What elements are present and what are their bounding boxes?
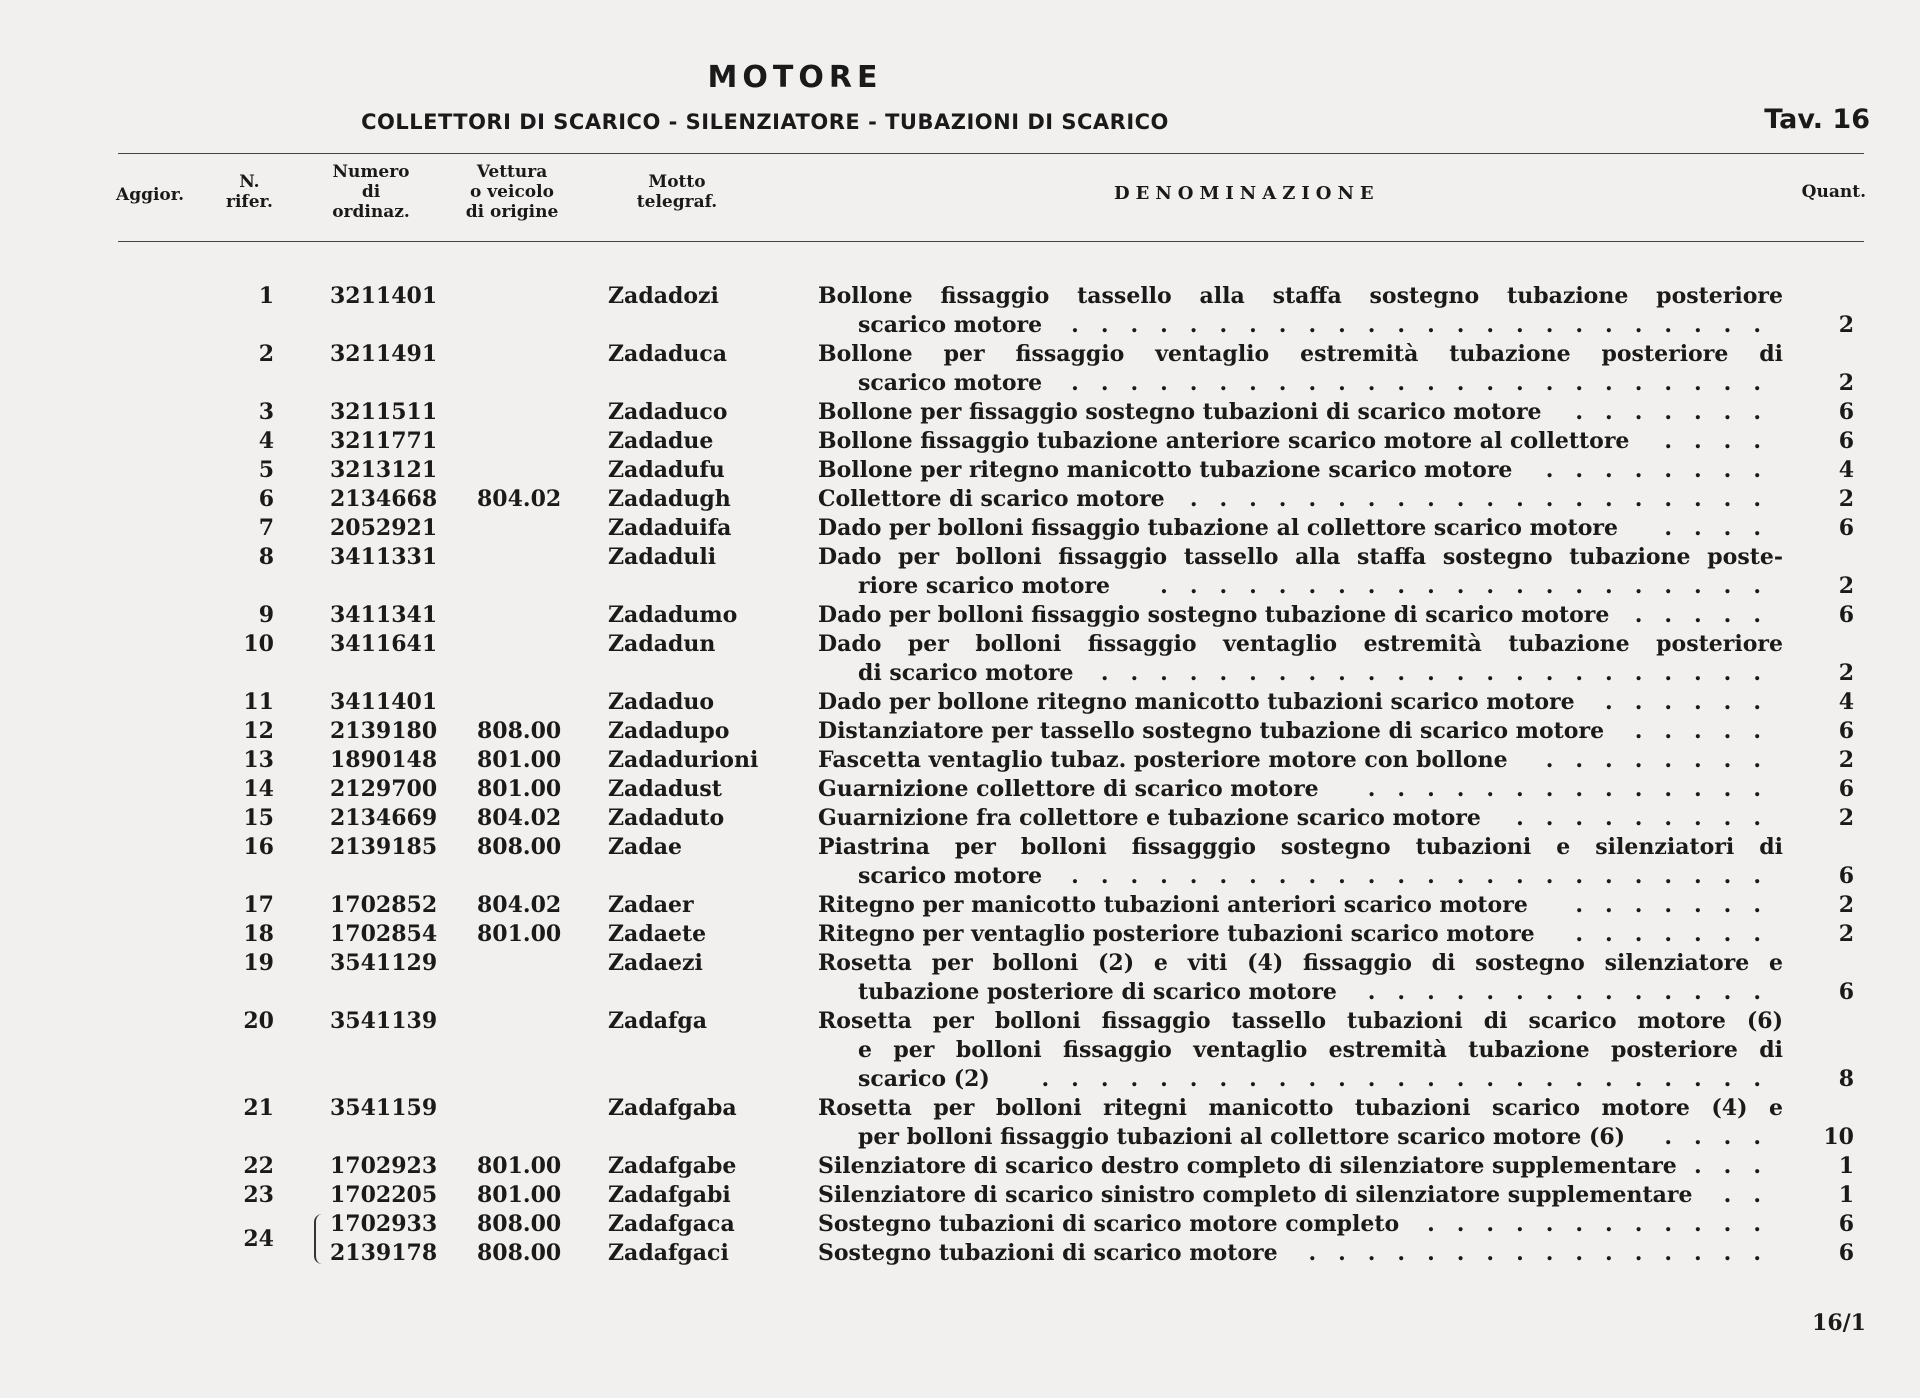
description-line: Distanziatore per tassello sostegno tubazione di scarico motore . . . . .	[818, 718, 1783, 744]
row-vehicle-origin: 801.00	[477, 776, 562, 802]
description-line: scarico motore . . . . . . . . . . . . . . . . . . . . . . . .	[858, 312, 1783, 338]
table-row	[0, 485, 1920, 514]
row-quantity: 2	[1838, 660, 1854, 686]
column-header-numero: Numero di ordinaz.	[332, 162, 410, 222]
row-telegraph-code: Zadaduto	[608, 805, 725, 831]
description-line: Ritegno per ventaglio posteriore tubazioni scarico motore . . . . . . .	[818, 921, 1783, 947]
row-telegraph-code: Zadaduifa	[608, 515, 732, 541]
row-description	[818, 427, 1783, 456]
row-part-number: 3211401	[330, 283, 438, 309]
row-ref-number: 22	[243, 1153, 274, 1179]
row-part-number: 1890148	[330, 747, 438, 773]
row-quantity: 8	[1838, 1066, 1854, 1092]
row-telegraph-code: Zadadugh	[608, 486, 731, 512]
row-ref-number: 4	[258, 428, 274, 454]
row-part-number: 2139178	[330, 1240, 438, 1266]
row-telegraph-code: Zadaduca	[608, 341, 727, 367]
row-description	[818, 1152, 1783, 1181]
row-quantity: 6	[1838, 776, 1854, 802]
description-line: Dado per bolloni fissaggio tassello alla staffa sostegno tubazione poste-	[818, 544, 1783, 570]
row-description	[818, 949, 1783, 1007]
row-ref-number: 6	[258, 486, 274, 512]
row-description	[818, 630, 1783, 688]
row-description	[818, 514, 1783, 543]
row-vehicle-origin: 804.02	[477, 486, 562, 512]
row-part-number: 1702923	[330, 1153, 438, 1179]
table-row	[0, 1152, 1920, 1181]
description-line: Ritegno per manicotto tubazioni anteriori scarico motore . . . . . . .	[818, 892, 1783, 918]
row-part-number: 3411341	[330, 602, 438, 628]
dot-leader: . . . . . . . . . . . . . .	[1367, 776, 1783, 802]
table-number: Tav. 16	[1764, 104, 1870, 135]
row-description	[818, 804, 1783, 833]
row-part-number: 3541129	[330, 950, 438, 976]
header-rule-top	[118, 153, 1864, 154]
row-ref-number: 7	[258, 515, 274, 541]
row-vehicle-origin: 804.02	[477, 805, 562, 831]
row-ref-number: 18	[243, 921, 274, 947]
row-ref-number: 23	[243, 1182, 274, 1208]
table-row	[0, 891, 1920, 920]
description-line: Sostegno tubazioni di scarico motore completo . . . . . . . . . . . .	[818, 1211, 1783, 1237]
description-line: Dado per bolloni fissaggio sostegno tubazione di scarico motore . . . . .	[818, 602, 1783, 628]
row-ref-number: 21	[243, 1095, 274, 1121]
dot-leader: . . . . . .	[1605, 689, 1783, 715]
dot-leader: . . . . . . . . . . . . . . . . . . . . . . . .	[1071, 370, 1783, 396]
row-quantity: 2	[1838, 573, 1854, 599]
dot-leader: . . . . . . . . . . . . . . . . . . . . . . . .	[1071, 863, 1783, 889]
description-line: per bolloni fissaggio tubazioni al collettore scarico motore (6) . . . .	[858, 1124, 1783, 1150]
column-header-vettura: Vettura o veicolo di origine	[465, 162, 559, 222]
description-line: Fascetta ventaglio tubaz. posteriore motore con bollone . . . . . . . .	[818, 747, 1783, 773]
row-description	[818, 340, 1783, 398]
row-description	[818, 775, 1783, 804]
row-telegraph-code: Zadadumo	[608, 602, 738, 628]
row-quantity: 6	[1838, 718, 1854, 744]
row-part-number: 3411331	[330, 544, 438, 570]
dot-leader: . . . . . . . . . . . . . . . . . . . . . . . .	[1071, 312, 1783, 338]
row-part-number: 2139185	[330, 834, 438, 860]
row-telegraph-code: Zadadurioni	[608, 747, 759, 773]
row-description	[818, 1181, 1783, 1210]
page-subtitle: COLLETTORI DI SCARICO - SILENZIATORE - TUBAZIONI DI SCARICO	[361, 110, 1169, 134]
table-row	[0, 1007, 1920, 1094]
dot-leader: . . . . . . . . . . . . . .	[1367, 979, 1783, 1005]
row-telegraph-code: Zadafgaci	[608, 1240, 729, 1266]
row-part-number: 1702933	[330, 1211, 438, 1237]
row-quantity: 6	[1838, 979, 1854, 1005]
row-telegraph-code: Zadafga	[608, 1008, 708, 1034]
row-vehicle-origin: 804.02	[477, 892, 562, 918]
dot-leader: . . .	[1694, 1153, 1783, 1179]
table-row	[0, 804, 1920, 833]
row-part-number: 1702854	[330, 921, 438, 947]
description-line: Dado per bollone ritegno manicotto tubazioni scarico motore . . . . . .	[818, 689, 1783, 715]
table-row	[0, 282, 1920, 340]
row-telegraph-code: Zadae	[608, 834, 682, 860]
row-quantity: 2	[1838, 486, 1854, 512]
row-telegraph-code: Zadadufu	[608, 457, 725, 483]
row-ref-number: 24	[243, 1226, 274, 1252]
row-ref-number: 1	[258, 283, 274, 309]
row-part-number: 3411401	[330, 689, 438, 715]
row-vehicle-origin: 801.00	[477, 1182, 562, 1208]
row-description	[818, 833, 1783, 891]
column-header-aggior: Aggior.	[116, 185, 185, 205]
row-vehicle-origin: 801.00	[477, 747, 562, 773]
row-vehicle-origin: 801.00	[477, 1153, 562, 1179]
row-quantity: 6	[1838, 863, 1854, 889]
page-title: MOTORE	[707, 60, 883, 95]
row-telegraph-code: Zadafgaba	[608, 1095, 737, 1121]
row-part-number: 3211491	[330, 341, 438, 367]
dot-leader: . . . . .	[1634, 602, 1783, 628]
description-line: Guarnizione collettore di scarico motore . . . . . . . . . . . . . .	[818, 776, 1783, 802]
row-part-number: 3411641	[330, 631, 438, 657]
row-ref-number: 3	[258, 399, 274, 425]
row-telegraph-code: Zadaduli	[608, 544, 717, 570]
dot-leader: . . . . . . . . . . . .	[1427, 1211, 1783, 1237]
row-quantity: 6	[1838, 602, 1854, 628]
row-quantity: 1	[1838, 1182, 1854, 1208]
table-row	[0, 543, 1920, 601]
row-telegraph-code: Zadadue	[608, 428, 714, 454]
row-ref-number: 5	[258, 457, 274, 483]
dot-leader: . . . . . . . .	[1545, 457, 1783, 483]
table-row	[0, 688, 1920, 717]
row-quantity: 6	[1838, 399, 1854, 425]
dot-leader: . . . . . . .	[1575, 892, 1783, 918]
description-line: scarico (2) . . . . . . . . . . . . . . . . . . . . . . . . .	[858, 1066, 1783, 1092]
table-row	[0, 630, 1920, 688]
description-line: Bollone per ritegno manicotto tubazione scarico motore . . . . . . . .	[818, 457, 1783, 483]
description-line: Bollone fissaggio tubazione anteriore scarico motore al collettore . . . .	[818, 428, 1783, 454]
table-row	[0, 746, 1920, 775]
description-line: scarico motore . . . . . . . . . . . . . . . . . . . . . . . .	[858, 863, 1783, 889]
row-ref-number: 19	[243, 950, 274, 976]
description-line: Bollone per fissaggio sostegno tubazioni di scarico motore . . . . . . .	[818, 399, 1783, 425]
row-quantity: 4	[1838, 457, 1854, 483]
row-telegraph-code: Zadadust	[608, 776, 722, 802]
table-row	[0, 398, 1920, 427]
row-description	[818, 398, 1783, 427]
table-row	[0, 1239, 1920, 1268]
row-ref-number: 20	[243, 1008, 274, 1034]
description-line: Guarnizione fra collettore e tubazione scarico motore . . . . . . . . .	[818, 805, 1783, 831]
row-ref-number: 15	[243, 805, 274, 831]
row-part-number: 2134669	[330, 805, 438, 831]
description-line: Sostegno tubazioni di scarico motore . . . . . . . . . . . . . . . .	[818, 1240, 1783, 1266]
table-row	[0, 949, 1920, 1007]
row-quantity: 1	[1838, 1153, 1854, 1179]
table-row	[0, 1210, 1920, 1252]
row-vehicle-origin: 808.00	[477, 1211, 562, 1237]
dot-leader: . . . . . . . . . . . . . . . .	[1308, 1240, 1783, 1266]
row-part-number: 3211511	[330, 399, 438, 425]
row-description	[818, 1007, 1783, 1094]
row-vehicle-origin: 808.00	[477, 834, 562, 860]
row-description	[818, 601, 1783, 630]
description-line: riore scarico motore . . . . . . . . . . . . . . . . . . . . .	[858, 573, 1783, 599]
row-quantity: 10	[1823, 1124, 1854, 1150]
description-line: tubazione posteriore di scarico motore . . . . . . . . . . . . . .	[858, 979, 1783, 1005]
page-number: 16/1	[1812, 1310, 1866, 1336]
row-ref-number: 11	[243, 689, 274, 715]
row-telegraph-code: Zadadupo	[608, 718, 730, 744]
row-quantity: 2	[1838, 892, 1854, 918]
dot-leader: . . . . . . . . . . . . . . . . . . . . . . .	[1100, 660, 1783, 686]
row-ref-number: 2	[258, 341, 274, 367]
row-ref-number: 17	[243, 892, 274, 918]
table-row	[0, 775, 1920, 804]
description-line: Dado per bolloni fissaggio tubazione al collettore scarico motore . . . .	[818, 515, 1783, 541]
table-row	[0, 717, 1920, 746]
row-telegraph-code: Zadaezi	[608, 950, 703, 976]
row-description	[818, 543, 1783, 601]
description-line: Rosetta per bolloni (2) e viti (4) fissaggio di sostegno silenziatore e	[818, 950, 1783, 976]
row-part-number: 2052921	[330, 515, 438, 541]
row-description	[818, 1094, 1783, 1152]
row-telegraph-code: Zadaduo	[608, 689, 715, 715]
dot-leader: . . . .	[1664, 515, 1783, 541]
dot-leader: . . . .	[1664, 428, 1783, 454]
row-description	[818, 717, 1783, 746]
dot-leader: . . . . . . .	[1575, 399, 1783, 425]
dot-leader: . . . . .	[1634, 718, 1783, 744]
row-ref-number: 9	[258, 602, 274, 628]
dot-leader: . .	[1723, 1182, 1783, 1208]
row-description	[818, 282, 1783, 340]
row-part-number: 1702205	[330, 1182, 438, 1208]
column-header-motto: Motto telegraf.	[636, 172, 718, 212]
dot-leader: . . . . . . . . . . . . . . . . . . . . . . . . .	[1041, 1066, 1783, 1092]
table-row	[0, 601, 1920, 630]
description-line: Dado per bolloni fissaggio ventaglio estremità tubazione posteriore	[818, 631, 1783, 657]
row-description	[818, 920, 1783, 949]
row-description	[818, 456, 1783, 485]
row-telegraph-code: Zadaete	[608, 921, 707, 947]
description-line: Silenziatore di scarico destro completo di silenziatore supplementare . . .	[818, 1153, 1783, 1179]
description-line: e per bolloni fissaggio ventaglio estremità tubazione posteriore di	[858, 1037, 1783, 1063]
table-row	[0, 1181, 1920, 1210]
dot-leader: . . . . . . . . . . . . . . . . . . . .	[1189, 486, 1783, 512]
parts-table	[0, 282, 1920, 1268]
row-description	[818, 1239, 1783, 1268]
column-header-quant: Quant.	[1801, 182, 1866, 202]
dot-leader: . . . . . . .	[1575, 921, 1783, 947]
column-header-denominazione: DENOMINAZIONE	[1114, 183, 1380, 204]
row-description	[818, 1210, 1783, 1239]
row-quantity: 2	[1838, 312, 1854, 338]
row-quantity: 2	[1838, 805, 1854, 831]
row-quantity: 2	[1838, 370, 1854, 396]
row-ref-number: 14	[243, 776, 274, 802]
row-part-number: 3213121	[330, 457, 438, 483]
table-row	[0, 427, 1920, 456]
description-line: Silenziatore di scarico sinistro completo di silenziatore supplementare . .	[818, 1182, 1783, 1208]
row-description	[818, 688, 1783, 717]
row-telegraph-code: Zadafgaca	[608, 1211, 735, 1237]
row-part-number: 3541139	[330, 1008, 438, 1034]
row-part-number: 2139180	[330, 718, 438, 744]
row-quantity: 6	[1838, 428, 1854, 454]
dot-leader: . . . . . . . . . . . . . . . . . . . . .	[1160, 573, 1783, 599]
description-line: Bollone per fissaggio ventaglio estremità tubazione posteriore di	[818, 341, 1783, 367]
row-description	[818, 891, 1783, 920]
table-row	[0, 340, 1920, 398]
dot-leader: . . . .	[1664, 1124, 1783, 1150]
row-quantity: 2	[1838, 921, 1854, 947]
row-telegraph-code: Zadadun	[608, 631, 716, 657]
row-description	[818, 485, 1783, 514]
row-quantity: 4	[1838, 689, 1854, 715]
row-telegraph-code: Zadafgabi	[608, 1182, 731, 1208]
row-part-number: 3541159	[330, 1095, 438, 1121]
description-line: Rosetta per bolloni ritegni manicotto tubazioni scarico motore (4) e	[818, 1095, 1783, 1121]
row-part-number: 3211771	[330, 428, 438, 454]
row-vehicle-origin: 808.00	[477, 718, 562, 744]
description-line: Piastrina per bolloni fissagggio sostegno tubazioni e silenziatori di	[818, 834, 1783, 860]
table-row	[0, 514, 1920, 543]
table-row	[0, 456, 1920, 485]
row-ref-number: 10	[243, 631, 274, 657]
description-line: Collettore di scarico motore . . . . . . . . . . . . . . . . . . . .	[818, 486, 1783, 512]
row-telegraph-code: Zadaduco	[608, 399, 728, 425]
row-quantity: 6	[1838, 1240, 1854, 1266]
row-part-number: 1702852	[330, 892, 438, 918]
row-ref-number: 8	[258, 544, 274, 570]
row-telegraph-code: Zadafgabe	[608, 1153, 737, 1179]
dot-leader: . . . . . . . . .	[1516, 805, 1783, 831]
row-part-number: 2129700	[330, 776, 438, 802]
row-quantity: 6	[1838, 1211, 1854, 1237]
description-line: Bollone fissaggio tassello alla staffa sostegno tubazione posteriore	[818, 283, 1783, 309]
row-ref-number: 12	[243, 718, 274, 744]
header-rule-bottom	[118, 241, 1864, 242]
row-ref-number: 16	[243, 834, 274, 860]
description-line: di scarico motore . . . . . . . . . . . . . . . . . . . . . . .	[858, 660, 1783, 686]
row-part-number: 2134668	[330, 486, 438, 512]
row-ref-number: 13	[243, 747, 274, 773]
column-header-n-rifer: N. rifer.	[226, 172, 273, 212]
row-vehicle-origin: 808.00	[477, 1240, 562, 1266]
description-line: Rosetta per bolloni fissaggio tassello tubazioni di scarico motore (6)	[818, 1008, 1783, 1034]
table-row	[0, 920, 1920, 949]
dot-leader: . . . . . . . .	[1545, 747, 1783, 773]
description-line: scarico motore . . . . . . . . . . . . . . . . . . . . . . . .	[858, 370, 1783, 396]
row-quantity: 2	[1838, 747, 1854, 773]
row-description	[818, 746, 1783, 775]
row-vehicle-origin: 801.00	[477, 921, 562, 947]
table-row	[0, 1094, 1920, 1152]
row-quantity: 6	[1838, 515, 1854, 541]
table-row	[0, 833, 1920, 891]
row-telegraph-code: Zadadozi	[608, 283, 719, 309]
row-telegraph-code: Zadaer	[608, 892, 694, 918]
